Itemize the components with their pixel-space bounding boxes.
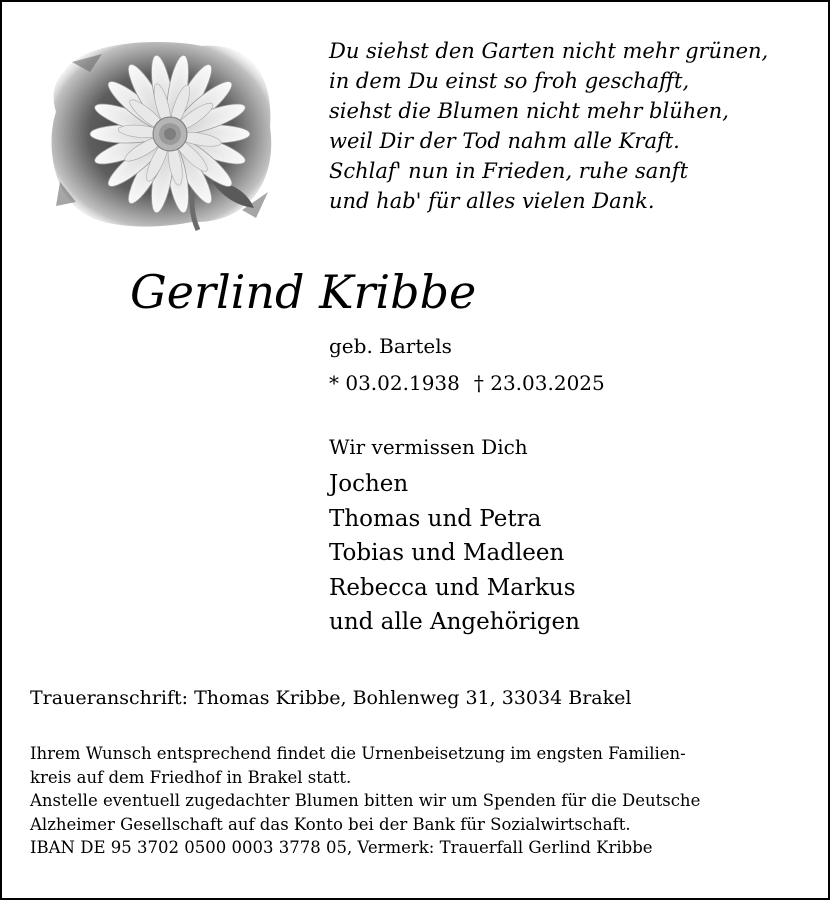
mourner-name: Tobias und Madleen — [329, 540, 565, 566]
poem-line: in dem Du einst so froh geschafft, — [329, 69, 690, 93]
poem-line: Du siehst den Garten nicht mehr grünen, — [329, 39, 769, 63]
deceased-name: Gerlind Kribbe — [130, 265, 477, 319]
poem-line: und hab' für alles vielen Dank. — [329, 189, 655, 213]
funeral-info — [30, 742, 805, 860]
poem-line: weil Dir der Tod nahm alle Kraft. — [329, 129, 680, 153]
mourners-intro: Wir vermissen Dich — [329, 435, 528, 459]
birth-date: * 03.02.1938 — [329, 371, 460, 395]
mourner-name: und alle Angehörigen — [329, 609, 580, 635]
funeral-info-line: Alzheimer Gesellschaft auf das Konto bei der Bank für Sozialwirtschaft. — [30, 814, 631, 834]
funeral-info-line: kreis auf dem Friedhof in Brakel statt. — [30, 767, 352, 787]
mourning-address: Traueranschrift: Thomas Kribbe, Bohlenweg 31, 33034 Brakel — [30, 687, 632, 709]
death-date: † 23.03.2025 — [473, 371, 605, 395]
life-dates — [329, 369, 605, 397]
poem-line: siehst die Blumen nicht mehr blühen, — [329, 99, 729, 123]
poem — [329, 36, 809, 216]
funeral-info-line: Anstelle eventuell zugedachter Blumen bitten wir um Spenden für die Deutsche — [30, 791, 701, 810]
poem-line: Schlaf' nun in Frieden, ruhe sanft — [329, 159, 689, 183]
mourner-name: Thomas und Petra — [329, 505, 542, 532]
birth-name: geb. Bartels — [329, 334, 452, 358]
gerbera-flower-image — [42, 32, 282, 232]
funeral-info-line: Ihrem Wunsch entsprechend findet die Urnenbeisetzung im engsten Familien- — [30, 744, 686, 763]
mourner-name: Jochen — [329, 471, 409, 497]
funeral-info-line: IBAN DE 95 3702 0500 0003 3778 05, Vermerk: Trauerfall Gerlind Kribbe — [30, 838, 653, 857]
mourners-list — [329, 467, 580, 640]
mourner-name: Rebecca und Markus — [329, 574, 576, 601]
